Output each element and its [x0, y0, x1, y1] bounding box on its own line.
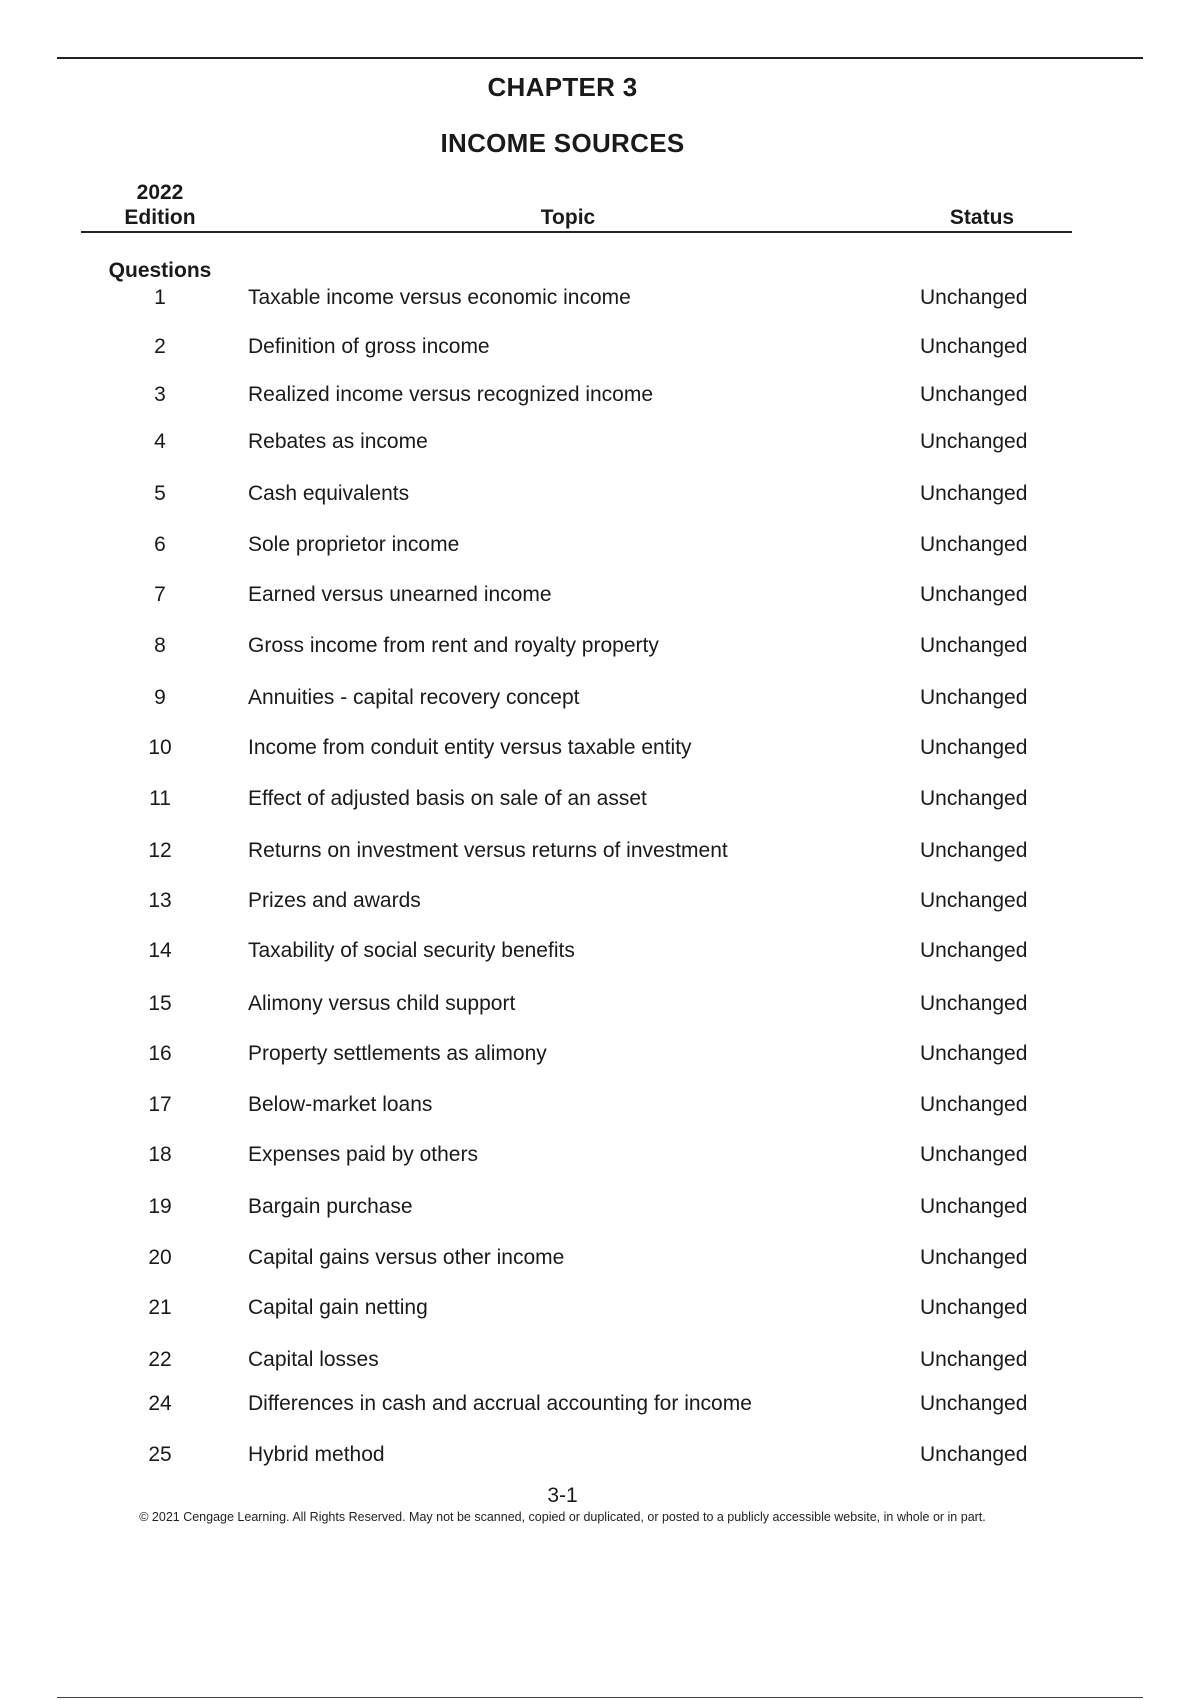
question-number: 21	[148, 1296, 172, 1319]
edition-year: 2022	[136, 181, 184, 204]
question-status: Unchanged	[920, 482, 1028, 505]
table-row	[0, 333, 1200, 361]
question-status: Unchanged	[920, 430, 1028, 453]
bottom-divider	[57, 1697, 1143, 1698]
question-topic: Capital gains versus other income	[248, 1246, 565, 1269]
table-row	[0, 480, 1200, 508]
table-row	[0, 734, 1200, 762]
question-topic: Taxability of social security benefits	[248, 939, 575, 962]
question-topic: Taxable income versus economic income	[248, 286, 631, 309]
question-number: 22	[148, 1348, 172, 1371]
question-status: Unchanged	[920, 889, 1028, 912]
question-status: Unchanged	[920, 992, 1028, 1015]
topic-column-header: Topic	[540, 206, 596, 229]
edition-label: Edition	[124, 206, 196, 229]
question-number: 11	[149, 787, 171, 810]
status-column-header: Status	[949, 206, 1015, 229]
question-number: 16	[148, 1042, 172, 1065]
question-number: 3	[154, 383, 166, 406]
question-topic: Prizes and awards	[248, 889, 421, 912]
question-number: 4	[154, 430, 166, 453]
table-row	[0, 581, 1200, 609]
question-topic: Effect of adjusted basis on sale of an asset	[248, 787, 647, 810]
table-row	[0, 937, 1200, 965]
question-status: Unchanged	[920, 1143, 1028, 1166]
question-status: Unchanged	[920, 1042, 1028, 1065]
question-topic: Annuities - capital recovery concept	[248, 686, 580, 709]
table-row	[0, 1040, 1200, 1068]
header-divider	[81, 231, 1072, 233]
question-topic: Capital losses	[248, 1348, 379, 1371]
questions-section-label: Questions	[108, 259, 212, 282]
question-status: Unchanged	[920, 686, 1028, 709]
question-topic: Capital gain netting	[248, 1296, 428, 1319]
question-status: Unchanged	[920, 335, 1028, 358]
question-number: 19	[148, 1195, 172, 1218]
table-row	[0, 785, 1200, 813]
chapter-title: INCOME SOURCES	[440, 128, 685, 158]
table-row	[0, 381, 1200, 409]
question-number: 15	[148, 992, 172, 1015]
question-status: Unchanged	[920, 1348, 1028, 1371]
question-number: 14	[148, 939, 172, 962]
question-topic: Earned versus unearned income	[248, 583, 552, 606]
table-row	[0, 1244, 1200, 1272]
question-topic: Sole proprietor income	[248, 533, 460, 556]
table-row	[0, 1441, 1200, 1469]
table-row	[0, 684, 1200, 712]
question-number: 20	[148, 1246, 172, 1269]
question-topic: Cash equivalents	[248, 482, 410, 505]
question-status: Unchanged	[920, 1392, 1028, 1415]
table-row	[0, 990, 1200, 1018]
question-status: Unchanged	[920, 1296, 1028, 1319]
table-row	[0, 1141, 1200, 1169]
top-divider	[57, 57, 1143, 59]
question-topic: Below-market loans	[248, 1093, 433, 1116]
question-topic: Differences in cash and accrual accounting for income	[248, 1392, 752, 1415]
question-status: Unchanged	[920, 1093, 1028, 1116]
question-status: Unchanged	[920, 634, 1028, 657]
question-status: Unchanged	[920, 736, 1028, 759]
question-number: 12	[148, 839, 172, 862]
table-row	[0, 1294, 1200, 1322]
question-topic: Definition of gross income	[248, 335, 490, 358]
table-row	[0, 837, 1200, 865]
table-row	[0, 632, 1200, 660]
question-number: 7	[154, 583, 166, 606]
question-topic: Expenses paid by others	[248, 1143, 478, 1166]
question-status: Unchanged	[920, 787, 1028, 810]
question-number: 18	[148, 1143, 172, 1166]
page-number: 3-1	[547, 1484, 578, 1507]
question-topic: Rebates as income	[248, 430, 428, 453]
question-number: 13	[148, 889, 172, 912]
question-number: 1	[154, 286, 166, 309]
question-status: Unchanged	[920, 1443, 1028, 1466]
chapter-heading: CHAPTER 3	[487, 72, 638, 102]
question-status: Unchanged	[920, 939, 1028, 962]
question-topic: Alimony versus child support	[248, 992, 516, 1015]
question-topic: Gross income from rent and royalty property	[248, 634, 659, 657]
question-topic: Bargain purchase	[248, 1195, 413, 1218]
question-number: 8	[154, 634, 166, 657]
question-number: 2	[154, 335, 166, 358]
table-row	[0, 1091, 1200, 1119]
question-number: 24	[148, 1392, 172, 1415]
question-status: Unchanged	[920, 286, 1028, 309]
question-status: Unchanged	[920, 1195, 1028, 1218]
question-status: Unchanged	[920, 533, 1028, 556]
table-row	[0, 1346, 1200, 1374]
question-status: Unchanged	[920, 383, 1028, 406]
question-number: 25	[148, 1443, 172, 1466]
question-number: 10	[148, 736, 172, 759]
question-number: 6	[154, 533, 166, 556]
table-row	[0, 531, 1200, 559]
question-topic: Returns on investment versus returns of investment	[248, 839, 728, 862]
question-number: 17	[148, 1093, 172, 1116]
question-status: Unchanged	[920, 583, 1028, 606]
question-topic: Realized income versus recognized income	[248, 383, 654, 406]
question-status: Unchanged	[920, 839, 1028, 862]
table-row	[0, 428, 1200, 456]
question-number: 9	[154, 686, 166, 709]
copyright-notice: © 2021 Cengage Learning. All Rights Reserved. May not be scanned, copied or duplicated, or posted to a publicly accessible website, in whole or in part.	[139, 1510, 986, 1524]
table-row	[0, 1193, 1200, 1221]
question-number: 5	[154, 482, 166, 505]
table-row	[0, 1390, 1200, 1418]
table-row	[0, 887, 1200, 915]
question-topic: Hybrid method	[248, 1443, 385, 1466]
question-status: Unchanged	[920, 1246, 1028, 1269]
question-topic: Income from conduit entity versus taxable entity	[248, 736, 692, 759]
question-topic: Property settlements as alimony	[248, 1042, 547, 1065]
table-row	[0, 284, 1200, 312]
edition-column-header	[100, 180, 220, 230]
